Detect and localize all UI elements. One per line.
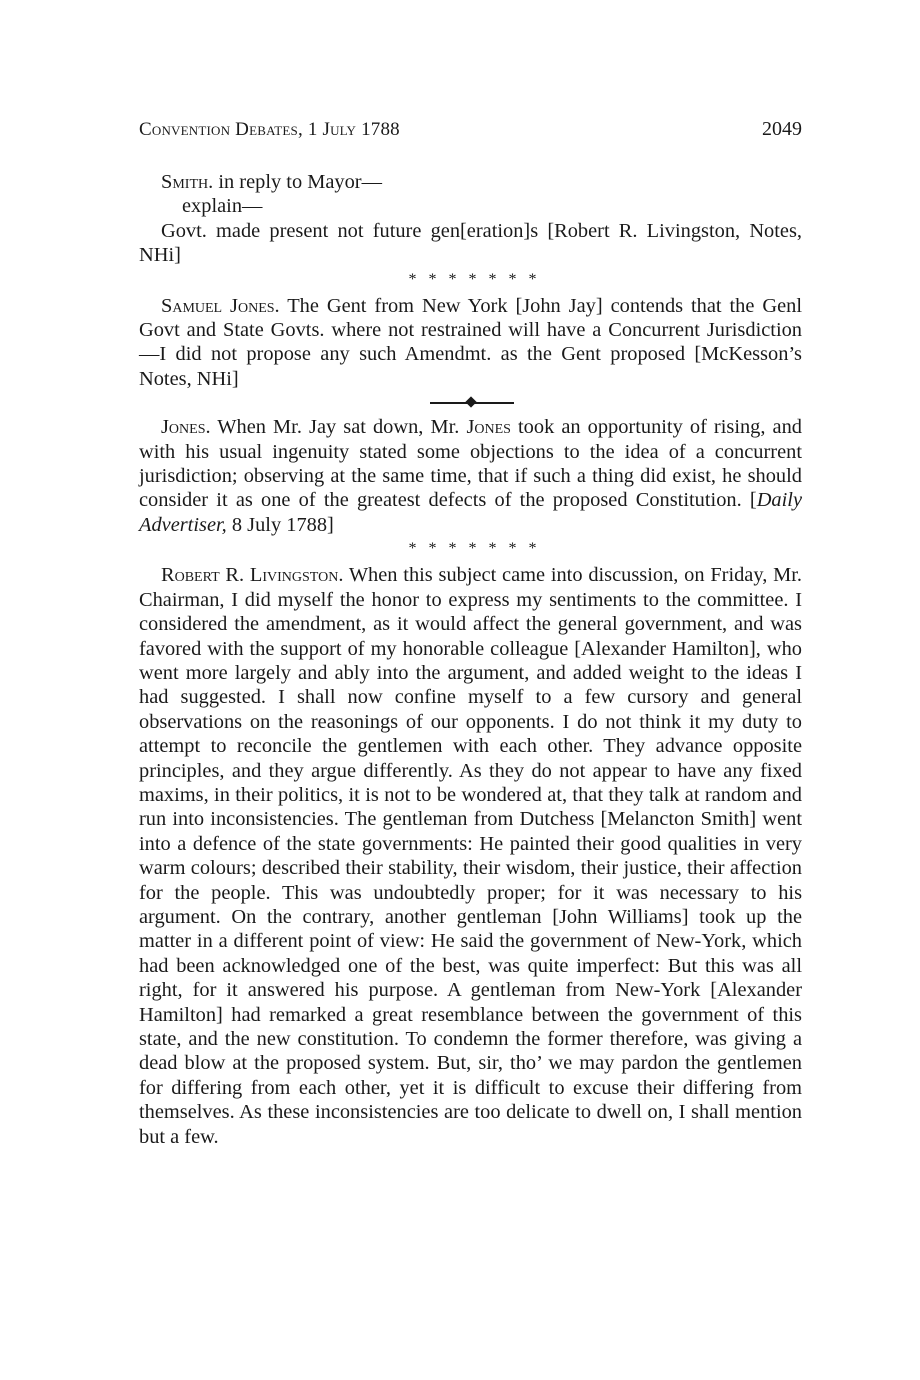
source-title: Daily Advertiser,: [139, 489, 802, 536]
entry-smith-line1: [139, 170, 802, 194]
speaker-name: Robert R. Livingston: [161, 564, 339, 587]
entry-robert-livingston: [139, 563, 802, 1149]
entry-text: . When Mr. Jay sat down, Mr.: [205, 416, 467, 439]
speaker-name: Jones: [161, 416, 206, 439]
entry-text: . The Gent from New York [John Jay] contends that the Genl Govt and State Govts. where not restrained will have a Concurrent Jurisdiction—I did not propose any such Amendmt. as the Gent proposed [McKesson’s Notes, NHi]: [139, 294, 802, 390]
diamond-ornament-icon: [465, 397, 476, 408]
speaker-name: Samuel Jones: [161, 294, 275, 317]
entry-text: took an opportunity of rising, and with his usual ingenuity stated some objections to the idea of a concurrent jurisdiction; observing at the same time, that if such a thing did exist, he should consider it as one of the greatest defects of the proposed Constitution. [: [139, 416, 802, 512]
page-number: 2049: [762, 118, 802, 140]
diamond-rule-divider: [139, 391, 802, 415]
running-head: [139, 118, 802, 148]
entry-smith-line2: explain—: [182, 195, 263, 218]
entry-smith-line3: Govt. made present not future gen[eration]s [Robert R. Livingston, Notes, NHi]: [139, 219, 802, 267]
entry-samuel-jones: [139, 294, 802, 392]
section-separator-stars: * * * * * * *: [408, 270, 541, 288]
entry-smith: [139, 170, 802, 268]
section-separator-stars: * * * * * * *: [408, 540, 541, 558]
speaker-name: Smith: [161, 171, 209, 193]
entry-text: . in reply to Mayor—: [208, 171, 382, 193]
speaker-name-inline: Jones: [466, 416, 511, 439]
entry-text: 8 July 1788]: [226, 513, 334, 536]
running-title: Convention Debates, 1 July 1788: [139, 119, 400, 140]
document-page: [139, 118, 802, 1149]
entry-jones: [139, 415, 802, 537]
entry-text: . When this subject came into discussion, on Friday, Mr. Chairman, I did myself the honor to express my sentiments to the committee. I considered the amendment, as it would affect the general government, and was favored with the support of my honorable colleague [Alexander Hamilton], who went more largely and ably into the argument, and added weight to the ideas I had suggested. I shall now confine myself to a few cursory and general observations on the reasonings of our opponents. I do not think it my duty to attempt to reconcile the gentlemen with each other. They advance opposite principles, and they argue differently. As they do not appear to have any fixed maxims, in their politics, it is not to be wondered at, that they talk at random and run into inconsistencies. The gentleman from Dutchess [Melancton Smith] went into a defence of the state governments: He painted their good qualities in very warm colours; described their stability, their wisdom, their justice, their affection for the people. This was undoubtedly proper; for it was necessary to his argument. On the contrary, another gentleman [John Williams] took up the matter in a different point of view: He said the government of New-York, which had been acknowledged one of the best, was quite imperfect: But this was all right, for it answered his purpose. A gentleman from New-York [Alexander Hamilton] had remarked a great resemblance between the government of this state, and the new constitution. To condemn the former therefore, was giving a dead blow at the proposed system. But, sir, tho’ we may pardon the gentlemen for differing from each other, yet it is difficult to excuse their differing from themselves. As these inconsistencies are too delicate to dwell on, I shall mention but a few.: [139, 564, 802, 1148]
